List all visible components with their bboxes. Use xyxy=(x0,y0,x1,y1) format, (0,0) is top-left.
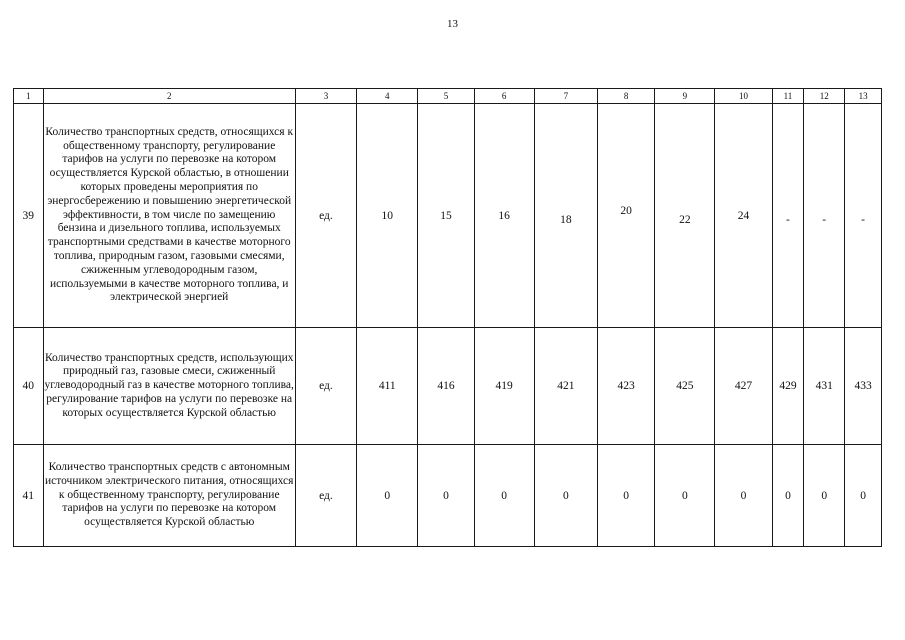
value-cell: 429 xyxy=(772,328,804,445)
column-number: 6 xyxy=(474,89,534,104)
value-cell: 0 xyxy=(845,445,882,547)
indicator-table xyxy=(13,88,882,547)
value-cell: 421 xyxy=(534,328,597,445)
value-cell: 0 xyxy=(715,445,772,547)
value-cell: 0 xyxy=(655,445,715,547)
unit-cell: ед. xyxy=(295,104,356,328)
column-number: 1 xyxy=(14,89,44,104)
column-number: 12 xyxy=(804,89,845,104)
row-number: 40 xyxy=(14,328,44,445)
unit-cell: ед. xyxy=(295,445,356,547)
unit-cell: ед. xyxy=(295,328,356,445)
table-row xyxy=(14,328,882,445)
value-cell: 419 xyxy=(474,328,534,445)
value-cell: 0 xyxy=(598,445,655,547)
row-number: 41 xyxy=(14,445,44,547)
column-number: 13 xyxy=(845,89,882,104)
value-cell: 16 xyxy=(474,104,534,328)
value-text: 18 xyxy=(560,213,572,226)
indicator-description: Количество транспортных средств, использующих природный газ, газовые смеси, сжиженный углеводородный газ в качестве моторного топлива, регулирование тарифов на услуги по перевозке на которых осуществляется Курской областью xyxy=(43,328,295,445)
value-text: - xyxy=(786,213,790,226)
value-cell: 24 xyxy=(715,104,772,328)
value-cell: 416 xyxy=(418,328,474,445)
column-number: 3 xyxy=(295,89,356,104)
page-number: 13 xyxy=(447,18,458,30)
value-cell: 431 xyxy=(804,328,845,445)
value-cell xyxy=(598,104,655,328)
column-number: 9 xyxy=(655,89,715,104)
value-cell: 0 xyxy=(418,445,474,547)
column-number: 4 xyxy=(357,89,418,104)
value-cell: 411 xyxy=(357,328,418,445)
value-text: 20 xyxy=(620,204,632,217)
column-number: 10 xyxy=(715,89,772,104)
value-cell xyxy=(845,104,882,328)
value-text: - xyxy=(861,213,865,226)
value-cell: 15 xyxy=(418,104,474,328)
column-number: 11 xyxy=(772,89,804,104)
table-row xyxy=(14,445,882,547)
value-cell: 0 xyxy=(772,445,804,547)
value-cell xyxy=(772,104,804,328)
column-number: 5 xyxy=(418,89,474,104)
value-cell: 433 xyxy=(845,328,882,445)
value-cell: 427 xyxy=(715,328,772,445)
table-row xyxy=(14,104,882,328)
row-number: 39 xyxy=(14,104,44,328)
value-cell xyxy=(804,104,845,328)
value-cell: 0 xyxy=(357,445,418,547)
value-cell: 423 xyxy=(598,328,655,445)
column-number: 8 xyxy=(598,89,655,104)
value-text: - xyxy=(822,213,827,226)
value-cell: 0 xyxy=(534,445,597,547)
value-cell xyxy=(655,104,715,328)
value-cell: 0 xyxy=(474,445,534,547)
indicator-description: Количество транспортных средств с автономным источником электрического питания, относящихся к общественному транспорту, регулирование тарифов на услуги по перевозке на котором осуществляется Курской областью xyxy=(43,445,295,547)
value-text: 22 xyxy=(679,213,691,226)
value-cell: 425 xyxy=(655,328,715,445)
value-cell: 10 xyxy=(357,104,418,328)
value-cell xyxy=(534,104,597,328)
column-number: 2 xyxy=(43,89,295,104)
column-number-row xyxy=(14,89,882,104)
value-cell: 0 xyxy=(804,445,845,547)
column-number: 7 xyxy=(534,89,597,104)
indicator-description: Количество транспортных средств, относящихся к общественному транспорту, регулирование тарифов на услуги по перевозке на котором осуществляется Курской областью, в отношении которых проведены мероприятия по энергосбережению и повышению энергетической эффективности, в том числе по замещению бензина и дизельного топлива, используемых транспортными средствами в качестве моторного топлива, природным газом, газовыми смесями, сжиженным углеводородным газом, используемыми в качестве моторного топлива, и электрической энергией xyxy=(43,104,295,328)
